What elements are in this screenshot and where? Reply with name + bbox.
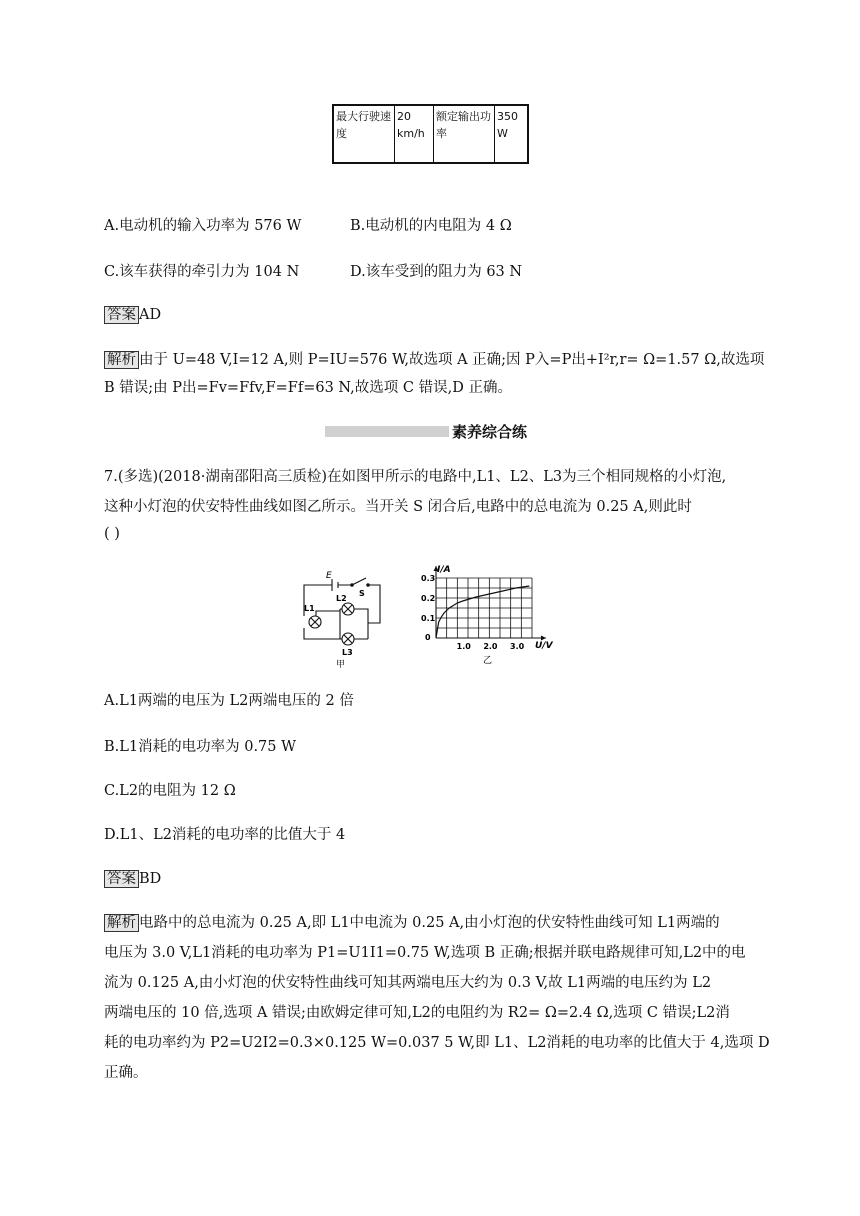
q7-stem-line-1: 7.(多选)(2018·湖南邵阳高三质检)在如图甲所示的电路中,L1、L2、L3为三个相同规格的小灯泡, [104,469,727,485]
q7-option-b: B.L1消耗的电功率为 0.75 W [104,739,297,755]
q6-analysis-line-2: B 错误;由 P出=Fv=Ffv,F=Ff=63 N,故选项 C 错误,D 正确。 [104,380,512,396]
circuit-caption: 甲 [336,660,346,669]
q7-answer: BD [139,871,162,887]
iv-chart [420,562,560,674]
iv-curve [436,586,529,638]
chart-caption: 乙 [483,656,493,666]
circuit-label-l1: L1 [304,604,315,613]
q7-analysis-line-3: 流为 0.125 A,由小灯泡的伏安特性曲线可知其两端电压大约为 0.3 V,故 L1两端的电压约为 L2 [104,975,712,991]
q6-option-a: A.电动机的输入功率为 576 W [104,218,302,234]
q7-analysis-line-2: 电压为 3.0 V,L1消耗的电功率为 P1=U1I1=0.75 W,选项 B 正确;根据并联电路规律可知,L2中的电 [104,945,746,961]
q6-option-c: C.该车获得的牵引力为 104 N [104,264,300,280]
y-tick-label: 0.2 [421,594,436,603]
q6-analysis-line-1 [104,348,764,369]
x-tick-label: 2.0 [483,642,498,651]
q7-stem-line-2: 这种小灯泡的伏安特性曲线如图乙所示。当开关 S 闭合后,电路中的总电流为 0.25 A,则此时 [104,499,692,515]
circuit-diagram [296,565,388,669]
q6-option-d: D.该车受到的阻力为 63 N [350,264,523,280]
analysis-text: 由于 U=48 V,I=12 A,则 P=IU=576 W,故选项 A 正确;因 P入=P出+I²r,r= Ω=1.57 Ω,故选项 [139,352,765,368]
spec-cell-max-speed-value: 20 km/h [395,105,434,163]
q7-option-d: D.L1、L2消耗的电功率的比值大于 4 [104,827,346,843]
spec-cell-max-speed-label: 最大行驶速度 [333,105,395,163]
analysis-tag: 解析 [104,351,139,369]
q7-option-a: A.L1两端的电压为 L2两端电压的 2 倍 [104,693,354,709]
y-tick-label: 0.1 [421,614,436,623]
q6-answer-row [104,303,161,324]
q6-option-b: B.电动机的内电阻为 4 Ω [350,218,512,234]
q7-analysis-line-5: 耗的电功率约为 P2=U2I2=0.3×0.125 W=0.037 5 W,即 L1、L2消耗的电功率的比值大于 4,选项 D [104,1035,770,1051]
section-bar [325,426,449,437]
circuit-label-e: E [326,571,332,581]
chart-origin-label: 0 [425,633,431,642]
q7-stem-line-3: ( ) [104,526,120,542]
analysis-text: 电路中的总电流为 0.25 A,即 L1中电流为 0.25 A,由小灯泡的伏安特性曲线可知 L1两端的 [139,915,720,931]
q7-answer-row [104,867,161,888]
analysis-tag: 解析 [104,914,139,932]
x-axis-arrow-icon [541,636,546,641]
spec-cell-rated-power-value: 350 W [495,105,529,163]
circuit-label-l2: L2 [336,594,347,603]
circuit-label-s: S [359,589,365,598]
spec-cell-rated-power-label: 额定输出功率 [434,105,495,163]
q6-answer: AD [139,307,162,323]
section-title: 素养综合练 [452,423,528,441]
y-tick-label: 0.3 [421,574,436,583]
spec-table [332,104,529,164]
x-tick-label: 1.0 [456,642,471,651]
x-tick-label: 3.0 [510,642,525,651]
q7-analysis-line-4: 两端电压的 10 倍,选项 A 错误;由欧姆定律可知,L2的电阻约为 R2= Ω=2.4 Ω,选项 C 错误;L2消 [104,1005,730,1021]
chart-axes [434,566,547,641]
q7-option-c: C.L2的电阻为 12 Ω [104,783,236,799]
circuit-label-l3: L3 [342,648,353,657]
q7-analysis-line-1 [104,911,720,932]
answer-tag: 答案 [104,306,139,324]
chart-y-label: I/A [437,565,451,575]
q7-analysis-line-6: 正确。 [104,1065,148,1081]
answer-tag: 答案 [104,870,139,888]
chart-series [436,586,529,638]
chart-x-label: U/V [535,641,553,651]
